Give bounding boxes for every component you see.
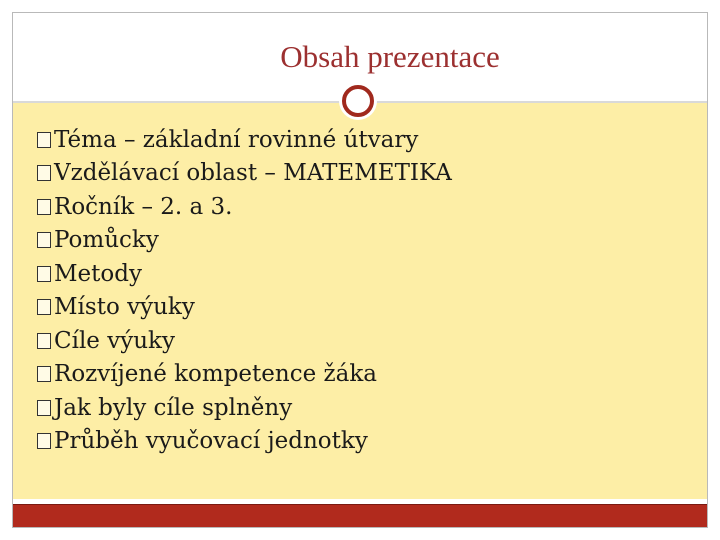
list-item — [37, 425, 452, 459]
list-item — [37, 157, 452, 191]
list-item — [37, 324, 452, 358]
square-bullet-icon — [37, 433, 51, 449]
list-item-text: Jak byly cíle splněny — [54, 394, 293, 421]
list-item — [37, 123, 452, 157]
circle-ring-icon — [342, 85, 374, 117]
list-item-text: Pomůcky — [54, 227, 159, 254]
square-bullet-icon — [37, 366, 51, 382]
square-bullet-icon — [37, 132, 51, 148]
footer-bar — [13, 504, 707, 527]
square-bullet-icon — [37, 232, 51, 248]
list-item-text: Metody — [54, 260, 142, 287]
square-bullet-icon — [37, 199, 51, 215]
list-item — [37, 224, 452, 258]
square-bullet-icon — [37, 333, 51, 349]
square-bullet-icon — [37, 400, 51, 416]
list-item — [37, 190, 452, 224]
content-list — [37, 123, 452, 458]
list-item-text: Vzdělávací oblast – MATEMETIKA — [54, 160, 452, 187]
list-item-text: Téma – základní rovinné útvary — [54, 126, 419, 153]
list-item — [37, 358, 452, 392]
list-item — [37, 291, 452, 325]
square-bullet-icon — [37, 266, 51, 282]
slide-title: Obsah prezentace — [280, 39, 500, 74]
list-item-text: Místo výuky — [54, 294, 195, 321]
list-item — [37, 391, 452, 425]
slide — [12, 12, 708, 528]
list-item-text: Cíle výuky — [54, 327, 175, 354]
list-item-text: Rozvíjené kompetence žáka — [54, 361, 377, 388]
list-item-text: Průběh vyučovací jednotky — [54, 428, 368, 455]
list-item-text: Ročník – 2. a 3. — [54, 193, 233, 220]
square-bullet-icon — [37, 165, 51, 181]
list-item — [37, 257, 452, 291]
square-bullet-icon — [37, 299, 51, 315]
